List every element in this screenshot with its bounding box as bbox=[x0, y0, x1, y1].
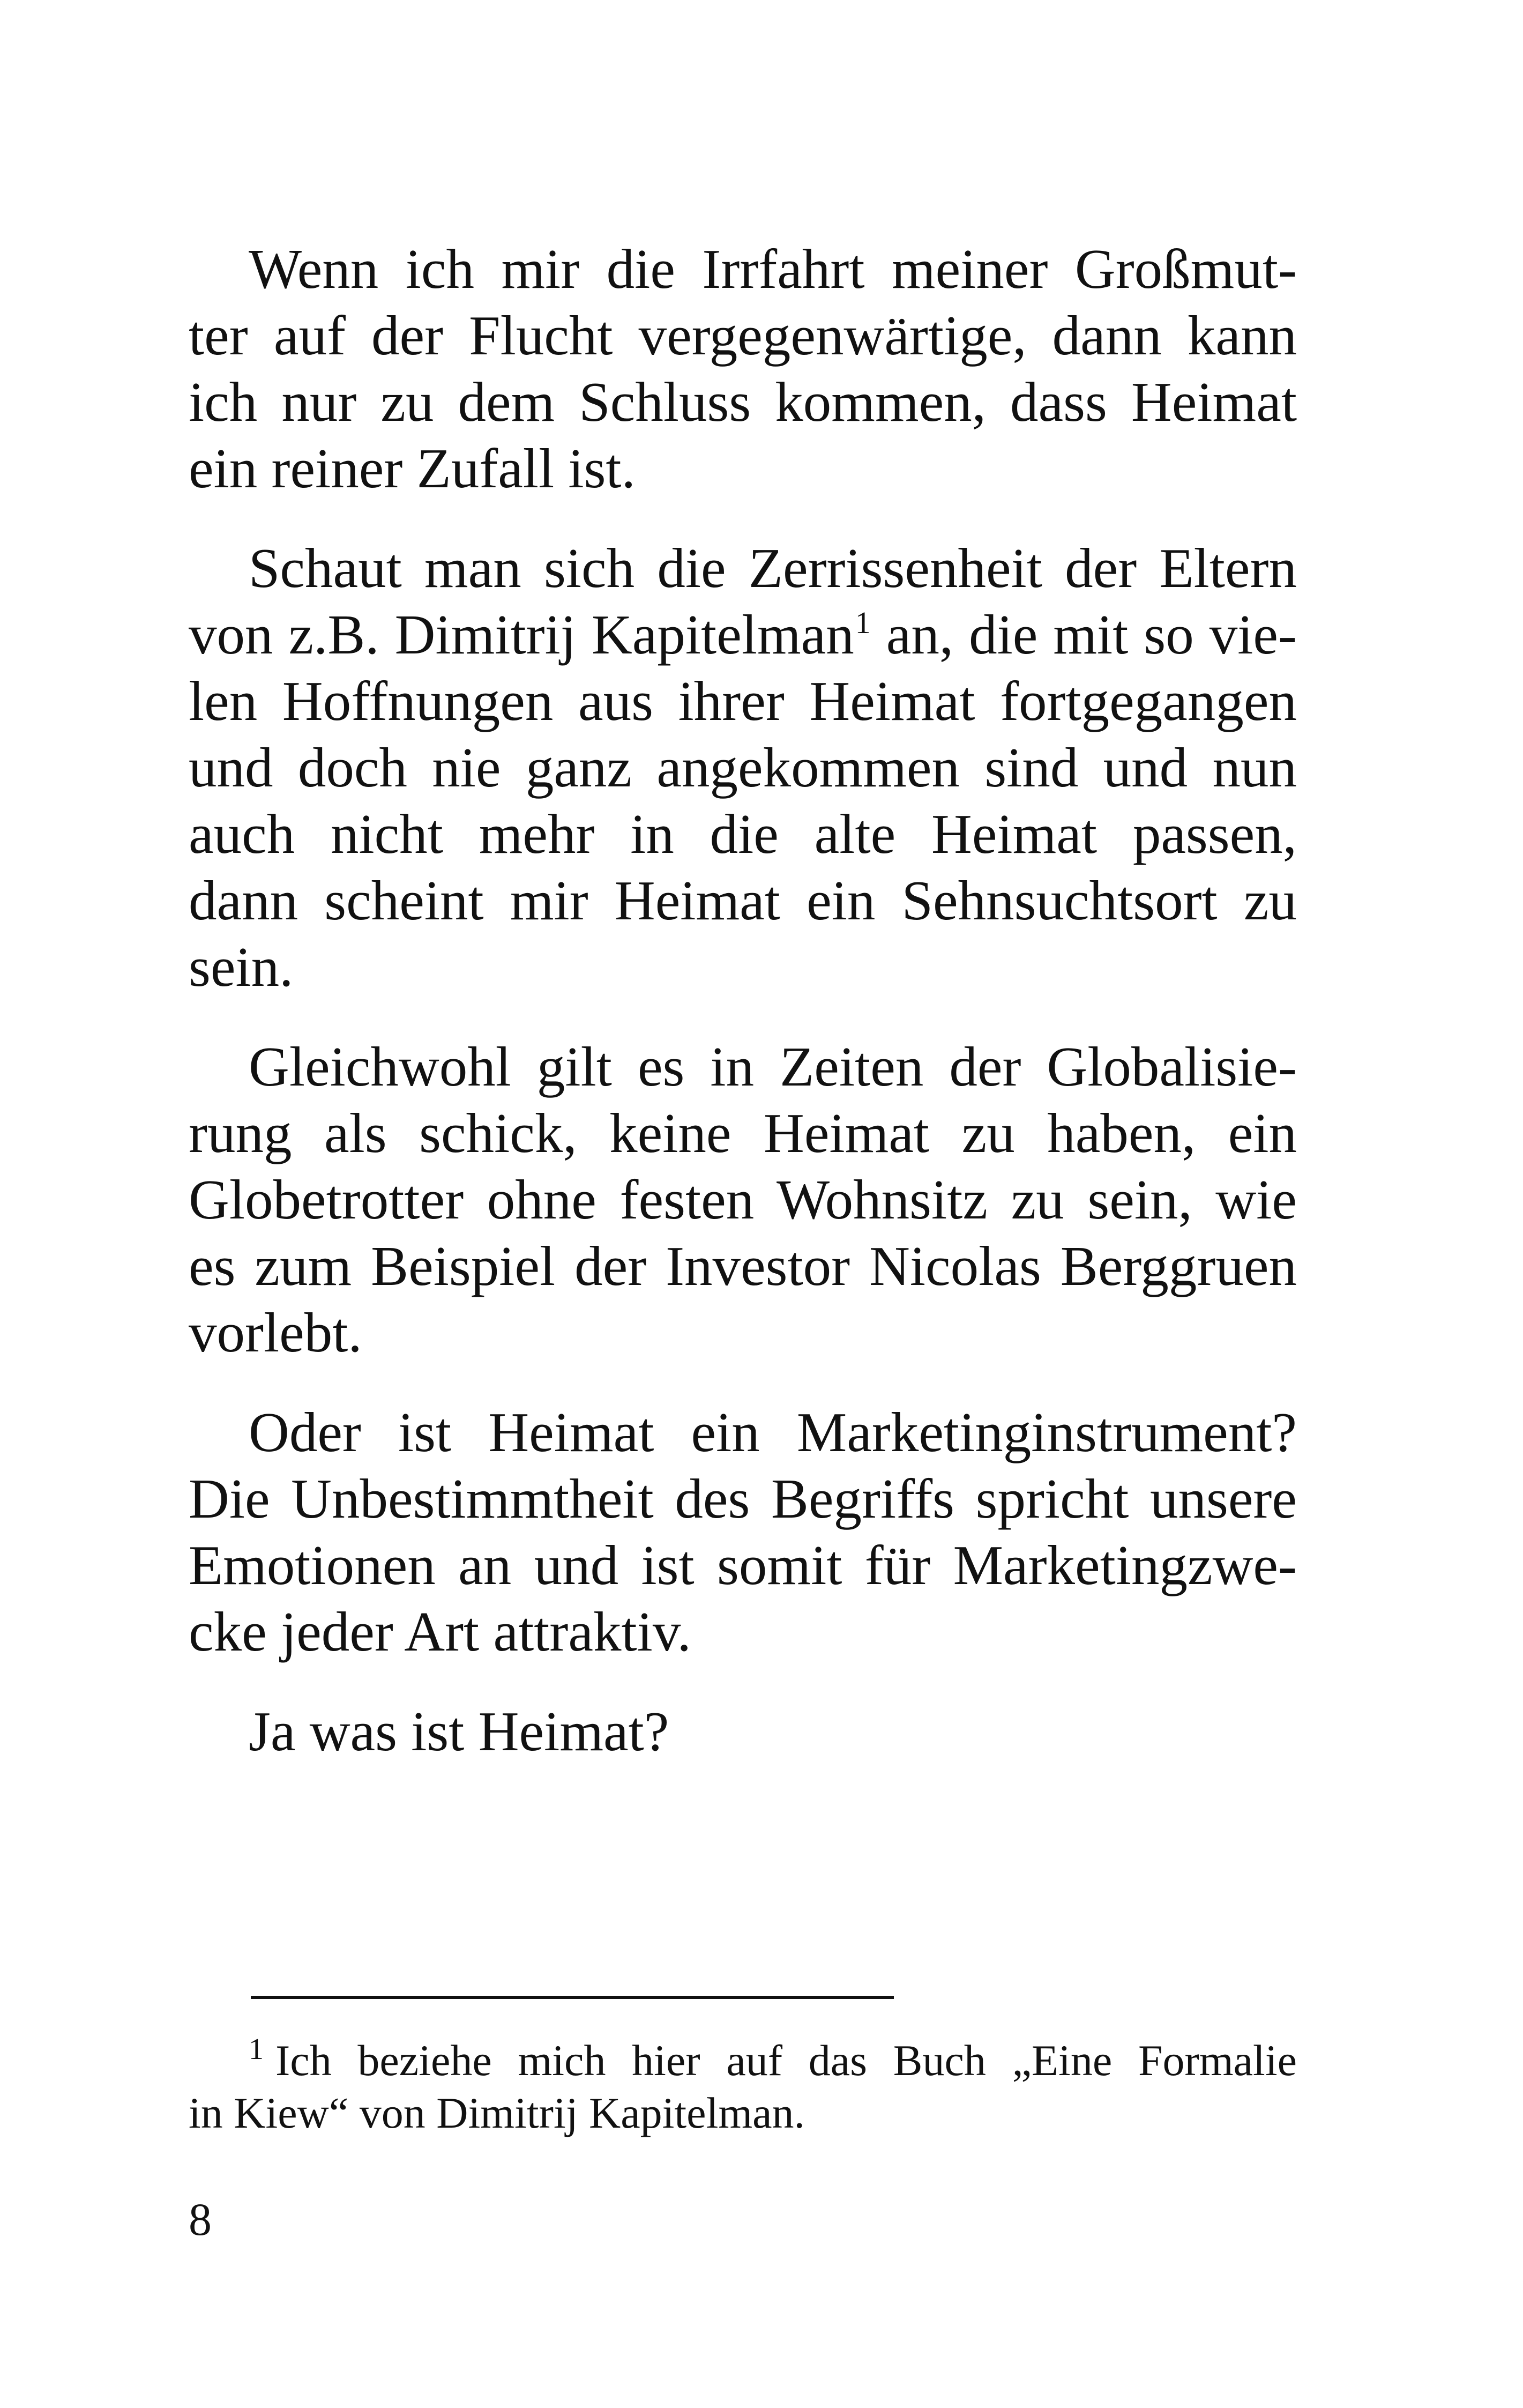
text-line: sein. bbox=[189, 935, 294, 998]
paragraph bbox=[189, 535, 1297, 1000]
text-line: und doch nie ganz angekommen sind und nun bbox=[189, 736, 1297, 799]
text-line: len Hoffnungen aus ihrer Heimat fortgegangen bbox=[189, 670, 1297, 732]
body-text bbox=[189, 236, 1297, 1798]
text-line: Globetrotter ohne festen Wohnsitz zu sein, wie bbox=[189, 1168, 1297, 1231]
footnote-line: in Kiew“ von Dimitrij Kapitelman. bbox=[189, 2089, 805, 2137]
text-line: Oder ist Heimat ein Marketinginstrument? bbox=[249, 1401, 1297, 1463]
text-line: auch nicht mehr in die alte Heimat passen, bbox=[189, 802, 1297, 865]
text-line: Ja was ist Heimat? bbox=[249, 1700, 669, 1763]
paragraph bbox=[189, 1698, 1297, 1765]
footnote-separator bbox=[251, 1996, 894, 1999]
text-line: Wenn ich mir die Irrfahrt meiner Großmut- bbox=[249, 237, 1297, 300]
text-line-with-footnote-ref bbox=[189, 601, 1297, 668]
footnote-line bbox=[189, 2034, 1297, 2087]
text-line: Die Unbestimmtheit des Begriffs spricht unsere bbox=[189, 1467, 1297, 1530]
text-line: Schaut man sich die Zerrissenheit der Eltern bbox=[249, 537, 1297, 599]
footnote-text: Ich beziehe mich hier auf das Buch „Eine Formalie bbox=[275, 2036, 1297, 2085]
footnote-reference[interactable]: 1 bbox=[855, 605, 871, 640]
paragraph bbox=[189, 236, 1297, 502]
text-line: rung als schick, keine Heimat zu haben, ein bbox=[189, 1102, 1297, 1164]
paragraph bbox=[189, 1034, 1297, 1366]
text-line: es zum Beispiel der Investor Nicolas Berggruen bbox=[189, 1235, 1297, 1297]
text-line: dann scheint mir Heimat ein Sehnsuchtsort zu bbox=[189, 869, 1297, 932]
text-line: ter auf der Flucht vergegenwärtige, dann kann bbox=[189, 304, 1297, 367]
footnote bbox=[189, 2034, 1297, 2139]
text-line: ich nur zu dem Schluss kommen, dass Heimat bbox=[189, 370, 1297, 433]
text-line: Gleichwohl gilt es in Zeiten der Globalisie- bbox=[249, 1035, 1297, 1098]
page-number: 8 bbox=[189, 2194, 212, 2245]
paragraph bbox=[189, 1399, 1297, 1665]
text-segment: an, die mit so vie- bbox=[870, 603, 1297, 666]
text-line: cke jeder Art attraktiv. bbox=[189, 1600, 691, 1663]
text-segment: von z.B. Dimitrij Kapitelman bbox=[189, 603, 854, 666]
footnote-marker: 1 bbox=[249, 2033, 264, 2066]
text-line: ein reiner Zufall ist. bbox=[189, 437, 636, 500]
text-line: Emotionen an und ist somit für Marketingzwe- bbox=[189, 1534, 1297, 1596]
text-line: vorlebt. bbox=[189, 1301, 362, 1364]
